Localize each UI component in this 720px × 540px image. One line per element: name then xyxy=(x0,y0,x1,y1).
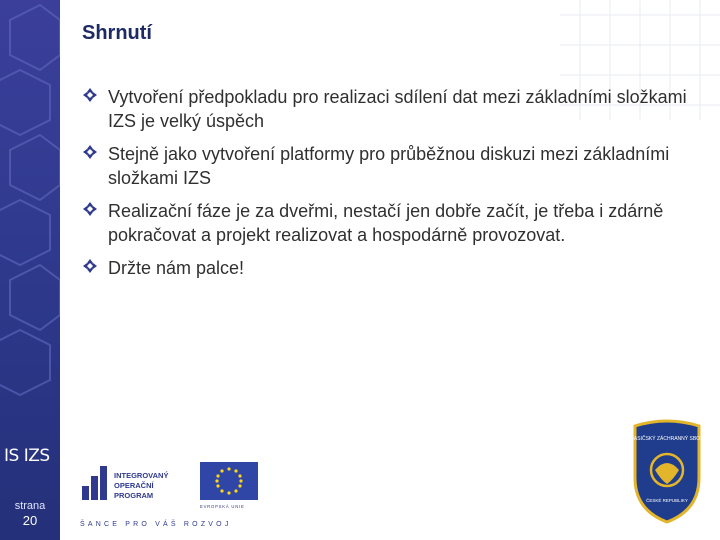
hzs-emblem xyxy=(627,418,707,528)
bullet-text: Držte nám palce! xyxy=(108,258,245,278)
iop-eu-logo xyxy=(76,458,272,530)
bullet-item xyxy=(82,256,702,280)
iop-tagline: ŠANCE PRO VÁŠ ROZVOJ xyxy=(80,521,232,528)
bullet-item xyxy=(82,85,702,133)
iop-line3: PROGRAM xyxy=(114,491,154,500)
bullet-text: Stejně jako vytvoření platformy pro průběžnou diskuzi mezi základními složkami IZS xyxy=(108,144,670,188)
eu-label: EVROPSKÁ UNIE xyxy=(200,504,245,509)
brand-label: IS IZS xyxy=(4,446,50,466)
bullet-item xyxy=(82,142,702,190)
iop-line2: OPERAČNÍ xyxy=(114,481,154,490)
page-number: 20 xyxy=(22,513,38,528)
bullet-text: Vytvoření předpokladu pro realizaci sdílení dat mezi základními složkami IZS je velký úspěch xyxy=(108,87,687,131)
iop-line1: INTEGROVANÝ xyxy=(114,471,169,480)
diamond-bullet-icon xyxy=(82,258,98,274)
emblem-text-top: HASIČSKÝ ZÁCHRANNÝ SBOR xyxy=(630,436,704,442)
bullet-item xyxy=(82,199,702,247)
diamond-bullet-icon xyxy=(82,87,98,103)
bullet-list xyxy=(82,85,702,289)
page-label: strana xyxy=(14,500,46,512)
diamond-bullet-icon xyxy=(82,144,98,160)
diamond-bullet-icon xyxy=(82,201,98,217)
sidebar xyxy=(0,0,60,540)
emblem-text-bottom: ČESKÉ REPUBLIKY xyxy=(646,498,688,503)
iop-bars-icon xyxy=(82,466,107,500)
bullet-text: Realizační fáze je za dveřmi, nestačí jen dobře začít, je třeba i zdárně pokračovat a projekt realizovat a hospodárně provozovat. xyxy=(108,201,664,245)
slide-title: Shrnutí xyxy=(82,22,152,44)
